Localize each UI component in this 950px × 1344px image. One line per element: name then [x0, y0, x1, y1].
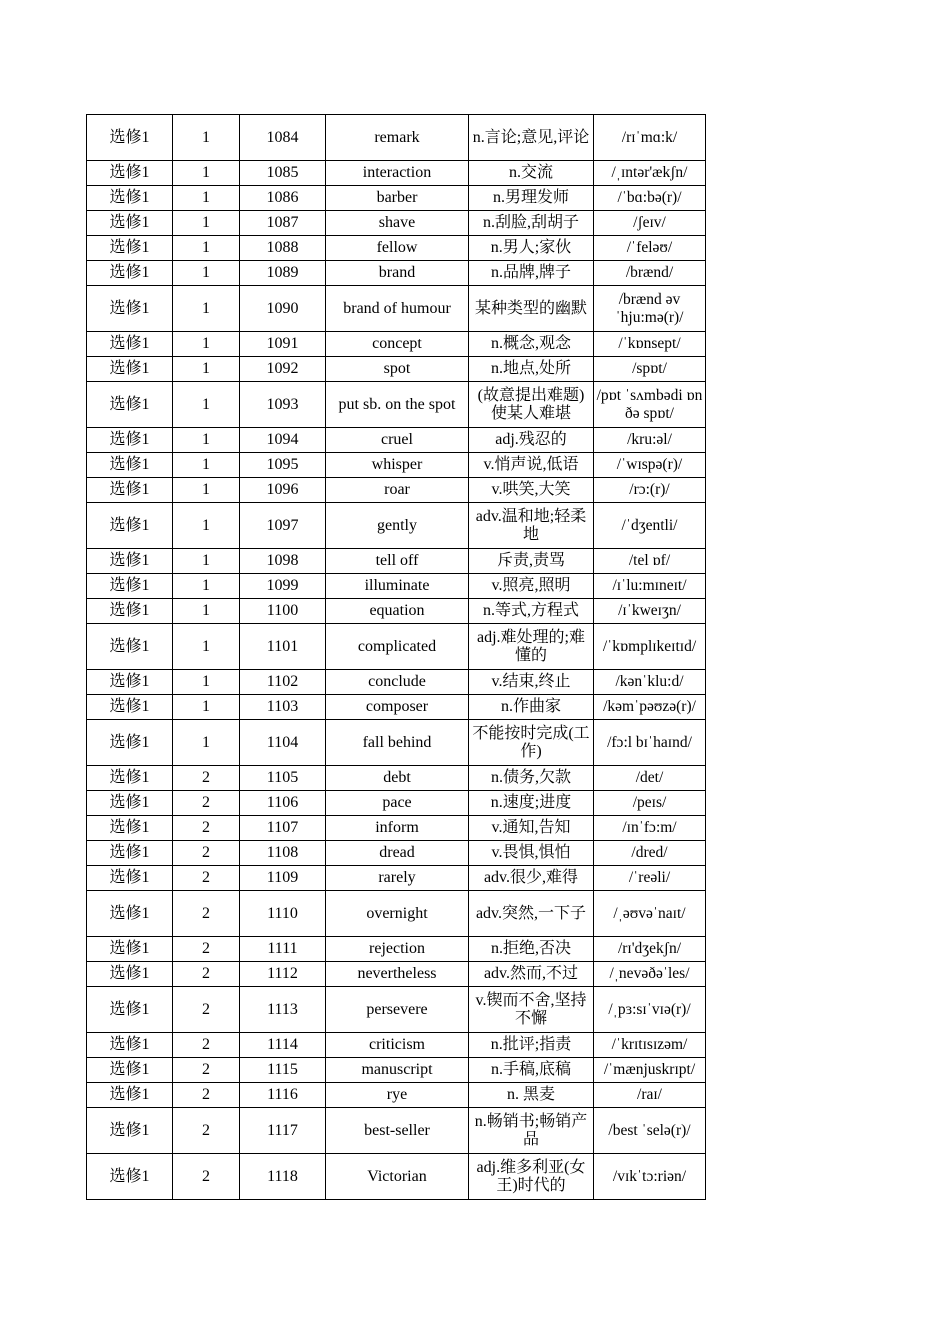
meaning-cell: n.品牌,牌子 [469, 261, 594, 286]
meaning-cell: adj.残忍的 [469, 428, 594, 453]
meaning-cell: v.哄笑,大笑 [469, 478, 594, 503]
phonetic-cell: /ˈreəli/ [594, 866, 706, 891]
word-cell: composer [326, 695, 469, 720]
unit-cell: 1 [173, 261, 240, 286]
number-cell: 1112 [240, 962, 326, 987]
word-cell: whisper [326, 453, 469, 478]
number-cell: 1114 [240, 1033, 326, 1058]
meaning-cell: n.手稿,底稿 [469, 1058, 594, 1083]
number-cell: 1100 [240, 599, 326, 624]
unit-cell: 1 [173, 549, 240, 574]
number-cell: 1098 [240, 549, 326, 574]
table-row [87, 286, 706, 332]
book-cell: 选修1 [87, 937, 173, 962]
table-row [87, 891, 706, 937]
table-row [87, 1108, 706, 1154]
phonetic-cell: /spɒt/ [594, 357, 706, 382]
book-cell: 选修1 [87, 453, 173, 478]
book-cell: 选修1 [87, 478, 173, 503]
meaning-cell: n.交流 [469, 161, 594, 186]
word-cell: put sb. on the spot [326, 382, 469, 428]
unit-cell: 2 [173, 1083, 240, 1108]
phonetic-cell: /fɔ:l bɪˈhaɪnd/ [594, 720, 706, 766]
phonetic-cell: /ˈdʒentli/ [594, 503, 706, 549]
word-cell: remark [326, 115, 469, 161]
unit-cell: 1 [173, 453, 240, 478]
number-cell: 1099 [240, 574, 326, 599]
vocabulary-table-body [87, 115, 706, 1200]
meaning-cell: n. 黑麦 [469, 1083, 594, 1108]
book-cell: 选修1 [87, 357, 173, 382]
meaning-cell: n.男理发师 [469, 186, 594, 211]
number-cell: 1106 [240, 791, 326, 816]
phonetic-cell: /rɪ'dʒekʃn/ [594, 937, 706, 962]
unit-cell: 2 [173, 891, 240, 937]
meaning-cell: n.畅销书;畅销产品 [469, 1108, 594, 1154]
phonetic-cell: /ɪnˈfɔ:m/ [594, 816, 706, 841]
unit-cell: 1 [173, 382, 240, 428]
book-cell: 选修1 [87, 766, 173, 791]
phonetic-cell: /ɪˈkweɪʒn/ [594, 599, 706, 624]
unit-cell: 1 [173, 428, 240, 453]
unit-cell: 2 [173, 987, 240, 1033]
meaning-cell: n.男人;家伙 [469, 236, 594, 261]
table-row [87, 115, 706, 161]
book-cell: 选修1 [87, 332, 173, 357]
table-row [87, 549, 706, 574]
phonetic-cell: /det/ [594, 766, 706, 791]
table-row [87, 1083, 706, 1108]
phonetic-cell: /kənˈklu:d/ [594, 670, 706, 695]
unit-cell: 1 [173, 236, 240, 261]
word-cell: pace [326, 791, 469, 816]
meaning-cell: 不能按时完成(工作) [469, 720, 594, 766]
unit-cell: 1 [173, 624, 240, 670]
number-cell: 1094 [240, 428, 326, 453]
unit-cell: 1 [173, 720, 240, 766]
table-row [87, 261, 706, 286]
word-cell: best-seller [326, 1108, 469, 1154]
book-cell: 选修1 [87, 987, 173, 1033]
unit-cell: 1 [173, 115, 240, 161]
number-cell: 1115 [240, 1058, 326, 1083]
unit-cell: 2 [173, 937, 240, 962]
book-cell: 选修1 [87, 1154, 173, 1200]
word-cell: rarely [326, 866, 469, 891]
phonetic-cell: /peɪs/ [594, 791, 706, 816]
number-cell: 1092 [240, 357, 326, 382]
meaning-cell: v.结束,终止 [469, 670, 594, 695]
book-cell: 选修1 [87, 624, 173, 670]
word-cell: nevertheless [326, 962, 469, 987]
unit-cell: 2 [173, 1154, 240, 1200]
book-cell: 选修1 [87, 428, 173, 453]
table-row [87, 161, 706, 186]
book-cell: 选修1 [87, 211, 173, 236]
table-row [87, 478, 706, 503]
meaning-cell: adj.维多利亚(女王)时代的 [469, 1154, 594, 1200]
meaning-cell: n.批评;指责 [469, 1033, 594, 1058]
phonetic-cell: /ˌpɜ:sɪˈvɪə(r)/ [594, 987, 706, 1033]
word-cell: complicated [326, 624, 469, 670]
book-cell: 选修1 [87, 286, 173, 332]
word-cell: fall behind [326, 720, 469, 766]
word-cell: cruel [326, 428, 469, 453]
word-cell: fellow [326, 236, 469, 261]
book-cell: 选修1 [87, 503, 173, 549]
meaning-cell: v.悄声说,低语 [469, 453, 594, 478]
meaning-cell: v.照亮,照明 [469, 574, 594, 599]
phonetic-cell: /rɪˈmɑ:k/ [594, 115, 706, 161]
word-cell: persevere [326, 987, 469, 1033]
meaning-cell: adv.很少,难得 [469, 866, 594, 891]
meaning-cell: n.概念,观念 [469, 332, 594, 357]
book-cell: 选修1 [87, 115, 173, 161]
meaning-cell: 斥责,责骂 [469, 549, 594, 574]
meaning-cell: v.锲而不舍,坚持不懈 [469, 987, 594, 1033]
table-row [87, 211, 706, 236]
phonetic-cell: /ɪˈlu:mɪneɪt/ [594, 574, 706, 599]
word-cell: spot [326, 357, 469, 382]
word-cell: inform [326, 816, 469, 841]
book-cell: 选修1 [87, 261, 173, 286]
meaning-cell: 某种类型的幽默 [469, 286, 594, 332]
unit-cell: 1 [173, 695, 240, 720]
table-row [87, 962, 706, 987]
table-row [87, 332, 706, 357]
phonetic-cell: /ˈkrɪtɪsɪzəm/ [594, 1033, 706, 1058]
phonetic-cell: /ˈfeləʊ/ [594, 236, 706, 261]
unit-cell: 2 [173, 791, 240, 816]
table-row [87, 1154, 706, 1200]
number-cell: 1085 [240, 161, 326, 186]
word-cell: gently [326, 503, 469, 549]
phonetic-cell: /kru:əl/ [594, 428, 706, 453]
unit-cell: 1 [173, 286, 240, 332]
book-cell: 选修1 [87, 695, 173, 720]
unit-cell: 2 [173, 962, 240, 987]
word-cell: interaction [326, 161, 469, 186]
number-cell: 1093 [240, 382, 326, 428]
number-cell: 1097 [240, 503, 326, 549]
word-cell: brand [326, 261, 469, 286]
unit-cell: 1 [173, 161, 240, 186]
number-cell: 1113 [240, 987, 326, 1033]
phonetic-cell: /ʃeɪv/ [594, 211, 706, 236]
number-cell: 1089 [240, 261, 326, 286]
phonetic-cell: /brænd əv ˈhju:mə(r)/ [594, 286, 706, 332]
unit-cell: 1 [173, 503, 240, 549]
table-row [87, 937, 706, 962]
unit-cell: 2 [173, 841, 240, 866]
phonetic-cell: /rɔ:(r)/ [594, 478, 706, 503]
unit-cell: 1 [173, 478, 240, 503]
unit-cell: 1 [173, 574, 240, 599]
unit-cell: 1 [173, 599, 240, 624]
unit-cell: 2 [173, 766, 240, 791]
unit-cell: 2 [173, 1033, 240, 1058]
meaning-cell: n.地点,处所 [469, 357, 594, 382]
phonetic-cell: /vɪkˈtɔ:riən/ [594, 1154, 706, 1200]
meaning-cell: n.作曲家 [469, 695, 594, 720]
number-cell: 1096 [240, 478, 326, 503]
word-cell: illuminate [326, 574, 469, 599]
book-cell: 选修1 [87, 816, 173, 841]
number-cell: 1090 [240, 286, 326, 332]
phonetic-cell: /ˈwɪspə(r)/ [594, 453, 706, 478]
meaning-cell: v.通知,告知 [469, 816, 594, 841]
table-row [87, 1058, 706, 1083]
number-cell: 1086 [240, 186, 326, 211]
number-cell: 1088 [240, 236, 326, 261]
table-row [87, 670, 706, 695]
meaning-cell: n.速度;进度 [469, 791, 594, 816]
book-cell: 选修1 [87, 1083, 173, 1108]
number-cell: 1111 [240, 937, 326, 962]
number-cell: 1104 [240, 720, 326, 766]
word-cell: overnight [326, 891, 469, 937]
table-row [87, 186, 706, 211]
book-cell: 选修1 [87, 866, 173, 891]
word-cell: Victorian [326, 1154, 469, 1200]
phonetic-cell: /ˈbɑ:bə(r)/ [594, 186, 706, 211]
table-row [87, 791, 706, 816]
book-cell: 选修1 [87, 1058, 173, 1083]
number-cell: 1110 [240, 891, 326, 937]
table-row [87, 503, 706, 549]
phonetic-cell: /kəmˈpəʊzə(r)/ [594, 695, 706, 720]
number-cell: 1116 [240, 1083, 326, 1108]
number-cell: 1103 [240, 695, 326, 720]
word-cell: brand of humour [326, 286, 469, 332]
table-row [87, 624, 706, 670]
word-cell: manuscript [326, 1058, 469, 1083]
table-row [87, 574, 706, 599]
table-row [87, 816, 706, 841]
unit-cell: 2 [173, 1058, 240, 1083]
number-cell: 1107 [240, 816, 326, 841]
phonetic-cell: /brænd/ [594, 261, 706, 286]
book-cell: 选修1 [87, 236, 173, 261]
number-cell: 1095 [240, 453, 326, 478]
meaning-cell: n.言论;意见,评论 [469, 115, 594, 161]
meaning-cell: (故意提出难题)使某人难堪 [469, 382, 594, 428]
number-cell: 1118 [240, 1154, 326, 1200]
book-cell: 选修1 [87, 549, 173, 574]
book-cell: 选修1 [87, 382, 173, 428]
book-cell: 选修1 [87, 599, 173, 624]
table-row [87, 987, 706, 1033]
number-cell: 1108 [240, 841, 326, 866]
word-cell: concept [326, 332, 469, 357]
book-cell: 选修1 [87, 1108, 173, 1154]
number-cell: 1109 [240, 866, 326, 891]
book-cell: 选修1 [87, 670, 173, 695]
unit-cell: 2 [173, 1108, 240, 1154]
meaning-cell: adv.温和地;轻柔地 [469, 503, 594, 549]
table-row [87, 766, 706, 791]
book-cell: 选修1 [87, 161, 173, 186]
table-row [87, 599, 706, 624]
table-row [87, 1033, 706, 1058]
book-cell: 选修1 [87, 791, 173, 816]
meaning-cell: adj.难处理的;难懂的 [469, 624, 594, 670]
word-cell: debt [326, 766, 469, 791]
number-cell: 1105 [240, 766, 326, 791]
table-row [87, 866, 706, 891]
word-cell: tell off [326, 549, 469, 574]
unit-cell: 2 [173, 816, 240, 841]
unit-cell: 1 [173, 670, 240, 695]
phonetic-cell: /tel ɒf/ [594, 549, 706, 574]
word-cell: rejection [326, 937, 469, 962]
table-row [87, 720, 706, 766]
table-row [87, 357, 706, 382]
number-cell: 1087 [240, 211, 326, 236]
word-cell: shave [326, 211, 469, 236]
unit-cell: 2 [173, 866, 240, 891]
phonetic-cell: /ˌɪntər'ækʃn/ [594, 161, 706, 186]
unit-cell: 1 [173, 186, 240, 211]
number-cell: 1102 [240, 670, 326, 695]
word-cell: criticism [326, 1033, 469, 1058]
book-cell: 选修1 [87, 962, 173, 987]
word-cell: dread [326, 841, 469, 866]
book-cell: 选修1 [87, 891, 173, 937]
vocabulary-table [86, 114, 706, 1200]
meaning-cell: v.畏惧,惧怕 [469, 841, 594, 866]
book-cell: 选修1 [87, 841, 173, 866]
table-row [87, 428, 706, 453]
book-cell: 选修1 [87, 186, 173, 211]
word-cell: equation [326, 599, 469, 624]
table-row [87, 453, 706, 478]
meaning-cell: n.刮脸,刮胡子 [469, 211, 594, 236]
unit-cell: 1 [173, 357, 240, 382]
table-row [87, 695, 706, 720]
word-cell: rye [326, 1083, 469, 1108]
book-cell: 选修1 [87, 1033, 173, 1058]
phonetic-cell: /ˈmænjuskrɪpt/ [594, 1058, 706, 1083]
number-cell: 1091 [240, 332, 326, 357]
phonetic-cell: /ˈkɒmplɪkeɪtɪd/ [594, 624, 706, 670]
phonetic-cell: /ˌəʊvəˈnaɪt/ [594, 891, 706, 937]
phonetic-cell: /dred/ [594, 841, 706, 866]
meaning-cell: n.拒绝,否决 [469, 937, 594, 962]
meaning-cell: n.等式,方程式 [469, 599, 594, 624]
word-cell: conclude [326, 670, 469, 695]
number-cell: 1084 [240, 115, 326, 161]
table-row [87, 382, 706, 428]
book-cell: 选修1 [87, 574, 173, 599]
meaning-cell: adv.突然,一下子 [469, 891, 594, 937]
phonetic-cell: /pɒt ˈsʌmbədi ɒn ðə spɒt/ [594, 382, 706, 428]
unit-cell: 1 [173, 211, 240, 236]
word-cell: barber [326, 186, 469, 211]
unit-cell: 1 [173, 332, 240, 357]
table-row [87, 236, 706, 261]
book-cell: 选修1 [87, 720, 173, 766]
word-cell: roar [326, 478, 469, 503]
meaning-cell: n.债务,欠款 [469, 766, 594, 791]
table-row [87, 841, 706, 866]
number-cell: 1101 [240, 624, 326, 670]
phonetic-cell: /best ˈselə(r)/ [594, 1108, 706, 1154]
meaning-cell: adv.然而,不过 [469, 962, 594, 987]
number-cell: 1117 [240, 1108, 326, 1154]
phonetic-cell: /ˌnevəðəˈles/ [594, 962, 706, 987]
phonetic-cell: /ˈkɒnsept/ [594, 332, 706, 357]
phonetic-cell: /raɪ/ [594, 1083, 706, 1108]
